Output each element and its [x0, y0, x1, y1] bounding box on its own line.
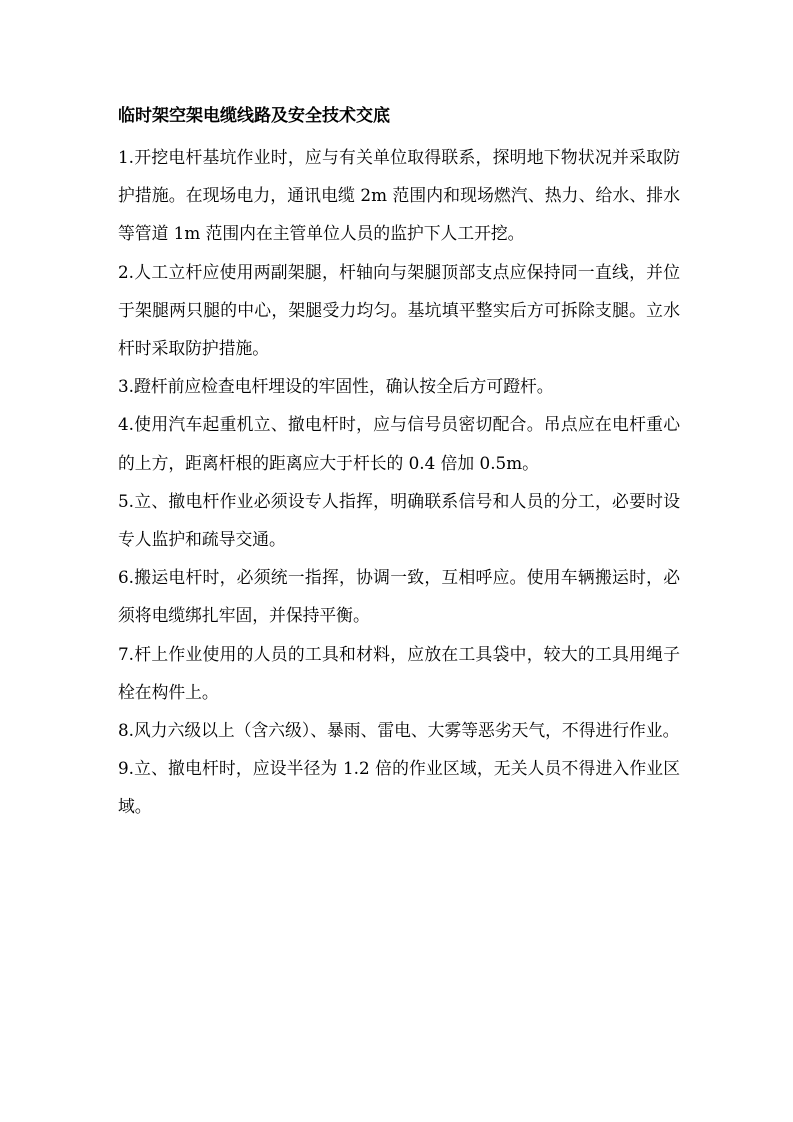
- instruction-item-5: 5.立、撤电杆作业必须设专人指挥，明确联系信号和人员的分工，必要时设专人监护和疏导交通。: [118, 490, 680, 550]
- instruction-item-4: 4.使用汽车起重机立、撤电杆时，应与信号员密切配合。吊点应在电杆重心的上方，距离杆根的距离应大于杆长的 0.4 倍加 0.5m。: [118, 414, 680, 473]
- instruction-item-2: 2.人工立杆应使用两副架腿，杆轴向与架腿顶部支点应保持同一直线，并位于架腿两只腿的中心，架腿受力均匀。基坑填平整实后方可拆除支腿。立水杆时采取防护措施。: [118, 261, 680, 359]
- instruction-item-1: 1.开挖电杆基坑作业时，应与有关单位取得联系，探明地下物状况并采取防护措施。在现场电力，通讯电缆 2m 范围内和现场燃汽、热力、给水、排水等管道 1m 范围内在主管单位人员的监护下人工开挖。: [118, 147, 680, 244]
- instruction-item-7: 7.杆上作业使用的人员的工具和材料，应放在工具袋中，较大的工具用绳子栓在构件上。: [118, 643, 680, 702]
- instruction-item-9: 9.立、撤电杆时，应设半径为 1.2 倍的作业区域，无关人员不得进入作业区域。: [118, 758, 680, 817]
- instruction-item-3: 3.蹬杆前应检查电杆埋设的牢固性，确认按全后方可蹬杆。: [118, 376, 554, 397]
- instruction-item-6: 6.搬运电杆时，必须统一指挥，协调一致，互相呼应。使用车辆搬运时，必须将电缆绑扎牢固，并保持平衡。: [118, 567, 680, 626]
- instruction-item-8: 8.风力六级以上（含六级）、暴雨、雷电、大雾等恶劣天气，不得进行作业。: [118, 720, 680, 741]
- document-page: [118, 98, 680, 826]
- instruction-list: [118, 138, 680, 826]
- document-title: 临时架空架电缆线路及安全技术交底: [118, 106, 390, 126]
